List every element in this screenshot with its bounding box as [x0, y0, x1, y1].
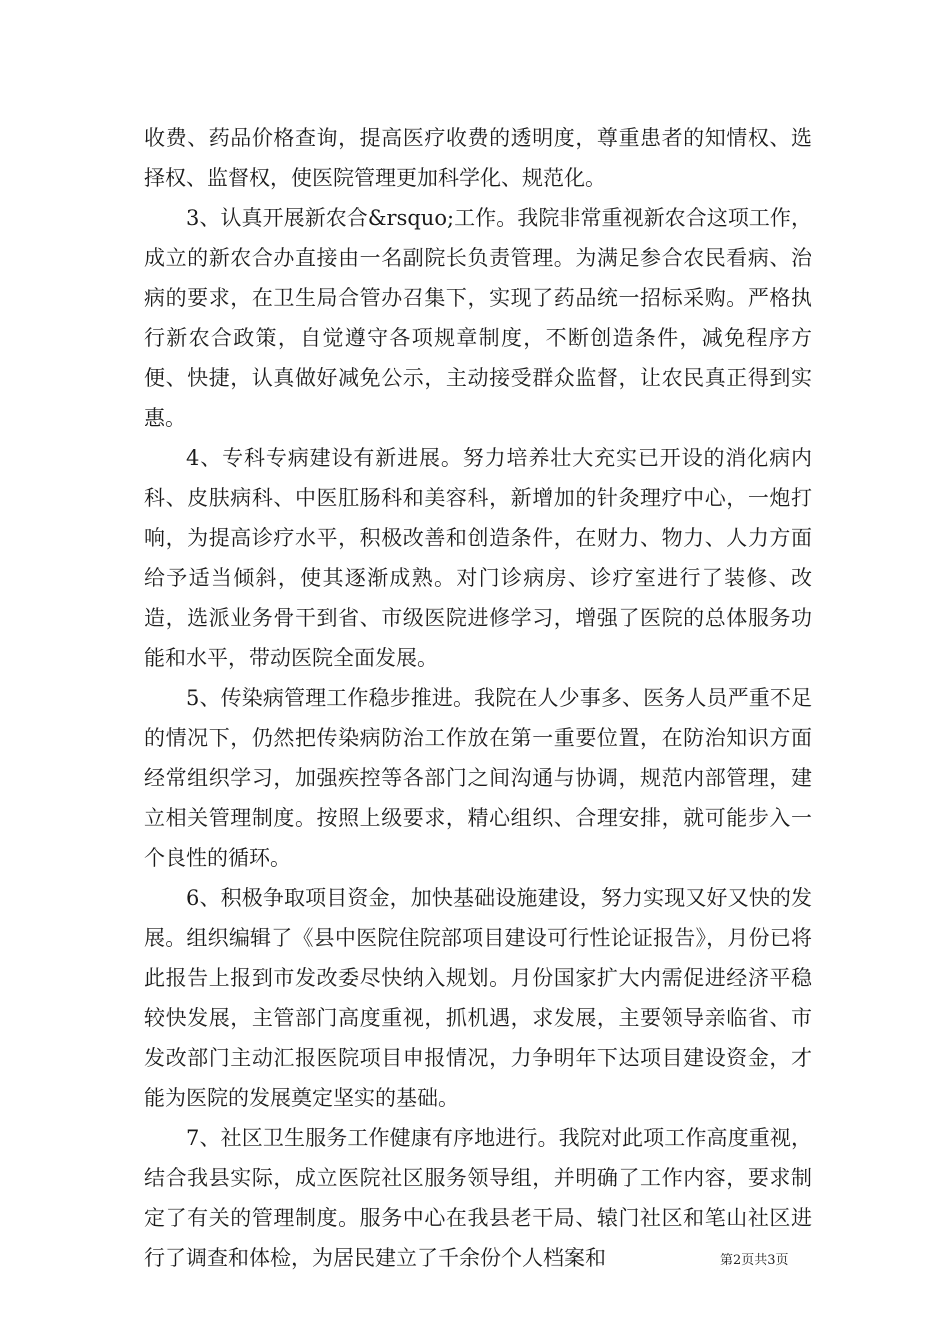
paragraph-item-3: 3、认真开展新农合&rsquo;工作。我院非常重视新农合这项工作，成立的新农合办直接由一名副院长负责管理。为满足参合农民看病、治病的要求，在卫生局合管办召集下，实现了药品统一招标采购。严格执行新农合政策，自觉遵守各项规章制度，不断创造条件，减免程序方便、快捷，认真做好减免公示，主动接受群众监督，让农民真正得到实惠。: [144, 206, 812, 430]
paragraph-item-6: 6、积极争取项目资金，加快基础设施建设，努力实现又好又快的发展。组织编辑了《县中医院住院部项目建设可行性论证报告》，月份已将此报告上报到市发改委尽快纳入规划。月份国家扩大内需促进经济平稳较快发展，主管部门高度重视，抓机遇，求发展，主要领导亲临省、市发改部门主动汇报医院项目申报情况，力争明年下达项目建设资金，才能为医院的发展奠定坚实的基础。: [144, 886, 812, 1110]
paragraph-item-4: 4、专科专病建设有新进展。努力培养壮大充实已开设的消化病内科、皮肤病科、中医肛肠科和美容科，新增加的针灸理疗中心，一炮打响，为提高诊疗水平，积极改善和创造条件，在财力、物力、人力方面给予适当倾斜，使其逐渐成熟。对门诊病房、诊疗室进行了装修、改造，选派业务骨干到省、市级医院进修学习，增强了医院的总体服务功能和水平，带动医院全面发展。: [144, 446, 812, 670]
paragraph-continuation: 收费、药品价格查询，提高医疗收费的透明度，尊重患者的知情权、选择权、监督权，使医院管理更加科学化、规范化。: [144, 126, 812, 190]
paragraph-item-7: 7、社区卫生服务工作健康有序地进行。我院对此项工作高度重视，结合我县实际，成立医院社区服务领导组，并明确了工作内容，要求制定了有关的管理制度。服务中心在我县老干局、辕门社区和笔山社区进行了调查和体检，为居民建立了千余份个人档案和: [144, 1126, 812, 1270]
document-body: [144, 118, 812, 1278]
paragraph-item-5: 5、传染病管理工作稳步推进。我院在人少事多、医务人员严重不足的情况下，仍然把传染病防治工作放在第一重要位置，在防治知识方面经常组织学习，加强疾控等各部门之间沟通与协调，规范内部管理，建立相关管理制度。按照上级要求，精心组织、合理安排，就可能步入一个良性的循环。: [144, 686, 812, 870]
page-number-footer: 第2页共3页: [720, 1253, 789, 1268]
